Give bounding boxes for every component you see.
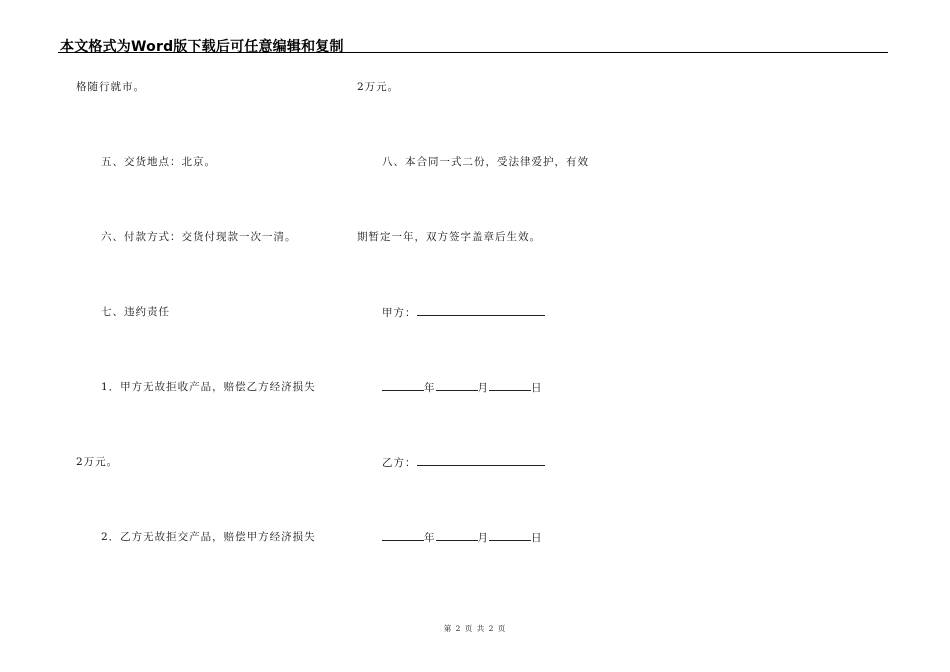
party-a-year-field[interactable] [382, 380, 424, 391]
party-a-signature-row [382, 305, 545, 320]
clause-copies-validity: 八、本合同一式二份，受法律爱护，有效 [382, 156, 589, 168]
party-a-month-field[interactable] [436, 380, 478, 391]
day-label: 日 [531, 382, 543, 394]
clause-breach-item-2: 2．乙方无故拒交产品，赔偿甲方经济损失 [101, 531, 316, 543]
header-divider [58, 52, 888, 53]
clause-validity-period: 期暂定一年，双方签字盖章后生效。 [357, 231, 541, 243]
party-a-day-field[interactable] [489, 380, 531, 391]
clause-delivery-location: 五、交货地点：北京。 [101, 156, 216, 168]
party-a-signature-field[interactable] [417, 305, 545, 316]
page-number-footer: 第 2 页 共 2 页 [443, 624, 507, 633]
left-text-line-6: 2万元。 [76, 456, 119, 468]
year-label: 年 [424, 382, 436, 394]
month-label: 月 [477, 532, 489, 544]
party-b-label: 乙方： [382, 457, 417, 469]
day-label: 日 [531, 532, 543, 544]
left-text-line-1: 格随行就市。 [76, 81, 145, 93]
document-header-title: 本文格式为Word版下载后可任意编辑和复制 [60, 39, 344, 55]
clause-payment-method: 六、付款方式：交货付现款一次一清。 [101, 231, 297, 243]
party-a-label: 甲方： [382, 307, 417, 319]
party-a-date-row [382, 380, 543, 395]
party-b-signature-field[interactable] [417, 455, 545, 466]
clause-breach-liability: 七、违约责任 [101, 306, 170, 318]
month-label: 月 [477, 382, 489, 394]
party-b-signature-row [382, 455, 545, 470]
party-b-year-field[interactable] [382, 530, 424, 541]
party-b-day-field[interactable] [489, 530, 531, 541]
party-b-month-field[interactable] [436, 530, 478, 541]
clause-breach-item-1: 1．甲方无故拒收产品，赔偿乙方经济损失 [101, 381, 316, 393]
year-label: 年 [424, 532, 436, 544]
party-b-date-row [382, 530, 543, 545]
right-text-line-1: 2万元。 [357, 81, 400, 93]
